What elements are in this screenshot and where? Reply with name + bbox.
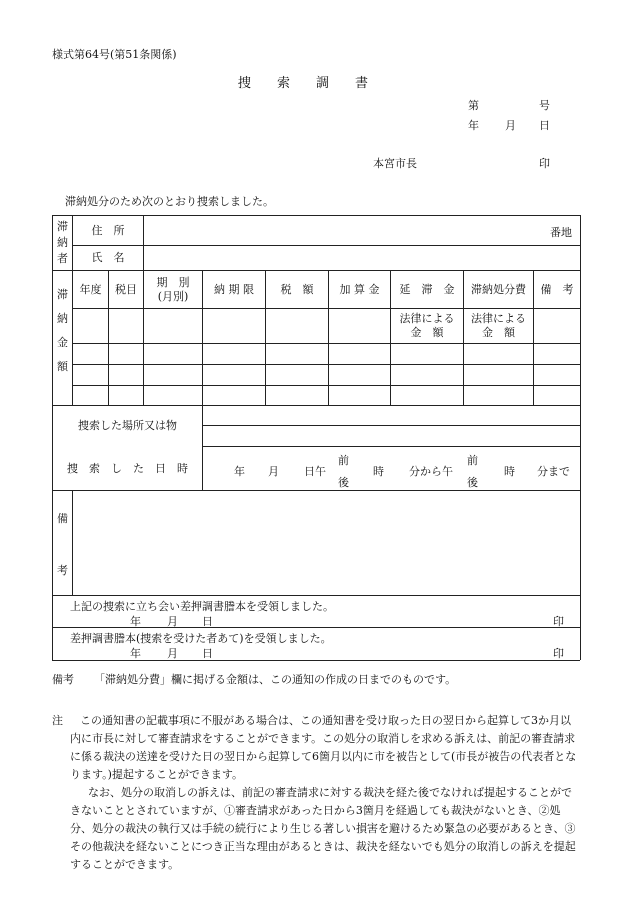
header-period: 期 別 (月別)	[156, 275, 190, 303]
remarks-box-label: 備 考	[57, 512, 68, 578]
issuer-name: 本宮市長	[373, 157, 417, 170]
delinquency-legal-amount: 法律による 金 額	[399, 312, 455, 339]
receipt1-year: 年	[130, 615, 141, 628]
number-suffix: 号	[539, 99, 550, 112]
receipt2-text: 差押調書謄本(捜索を受けた者あて)を受領しました。	[70, 632, 332, 645]
header-year: 年度	[79, 282, 102, 296]
date-day: 日	[539, 119, 550, 132]
receipt2-year: 年	[130, 647, 141, 660]
header-tax-item: 税目	[115, 282, 137, 296]
address-label: 住 所	[91, 223, 125, 237]
note-label: 注	[52, 714, 63, 727]
remarks-field[interactable]	[73, 491, 580, 595]
taxpayer-group-label: 滞 納 者	[57, 220, 68, 266]
receipt2-month: 月	[167, 647, 178, 660]
receipt1-text: 上記の捜索に立ち会い差押調書謄本を受領しました。	[70, 600, 334, 613]
number-label: 第	[468, 99, 479, 112]
header-due-date: 納 期 限	[214, 282, 254, 296]
search-place-field[interactable]	[203, 406, 580, 446]
header-delinquency: 延 滞 金	[399, 282, 455, 296]
disposal-legal-amount: 法律による 金 額	[471, 312, 526, 339]
date-year: 年	[468, 119, 479, 132]
form-number: 様式第64号(第51条関係)	[52, 48, 177, 61]
arrears-group-label: 滞 納 金 額	[57, 288, 68, 374]
receipt1-seal: 印	[553, 615, 564, 628]
date-month: 月	[505, 119, 516, 132]
receipt1-day: 日	[202, 615, 213, 628]
name-label: 氏 名	[91, 251, 125, 265]
address-suffix: 番地	[550, 226, 572, 239]
receipt2-seal: 印	[553, 647, 564, 660]
search-datetime-label: 捜 索 し た 日 時	[67, 461, 188, 475]
issuer-seal: 印	[539, 157, 550, 170]
name-field[interactable]	[144, 246, 580, 270]
search-place-label: 捜索した場所又は物	[78, 419, 177, 433]
note-paragraph-1: この通知書の記載事項に不服がある場合は、この通知書を受け取った日の翌日から起算して3か月以内に市長に対して審査請求をすることができます。この処分の取消しを求める訴えは、前記の審査請求に係る裁決の送達を受けた日の翌日から起算して6箇月以内に市を被告として(市長が被告の代表者となります。)提起することができます。	[70, 714, 577, 781]
intro-text: 滞納処分のため次のとおり捜索しました。	[65, 195, 274, 208]
page-title: 捜 索 調 書	[238, 76, 369, 91]
header-tax-amount: 税 額	[280, 282, 314, 296]
header-surcharge: 加 算 金	[339, 282, 380, 296]
receipt2-day: 日	[202, 647, 213, 660]
address-field[interactable]	[144, 216, 532, 245]
footnote-text: 「滞納処分費」欄に掲げる金額は、この通知の作成の日までのものです。	[94, 673, 457, 686]
note-paragraph-2: なお、処分の取消しの訴えは、前記の審査請求に対する裁決を経た後でなければ提起することができないこととされていますが、①審査請求があった日から3箇月を経過しても裁決がないとき、②処分、処分の裁決の執行又は手続の続行により生じる著しい損害を避けるため緊急の必要があるとき、③その他裁決を経ないことにつき正当な理由があるときは、裁決を経ないでも処分の取消しの訴えを提起することができます。	[70, 786, 576, 871]
header-disposal-cost: 滞納処分費	[471, 282, 526, 296]
header-remarks: 備 考	[540, 282, 574, 296]
footnote-label: 備考	[52, 673, 74, 686]
receipt1-month: 月	[167, 615, 178, 628]
